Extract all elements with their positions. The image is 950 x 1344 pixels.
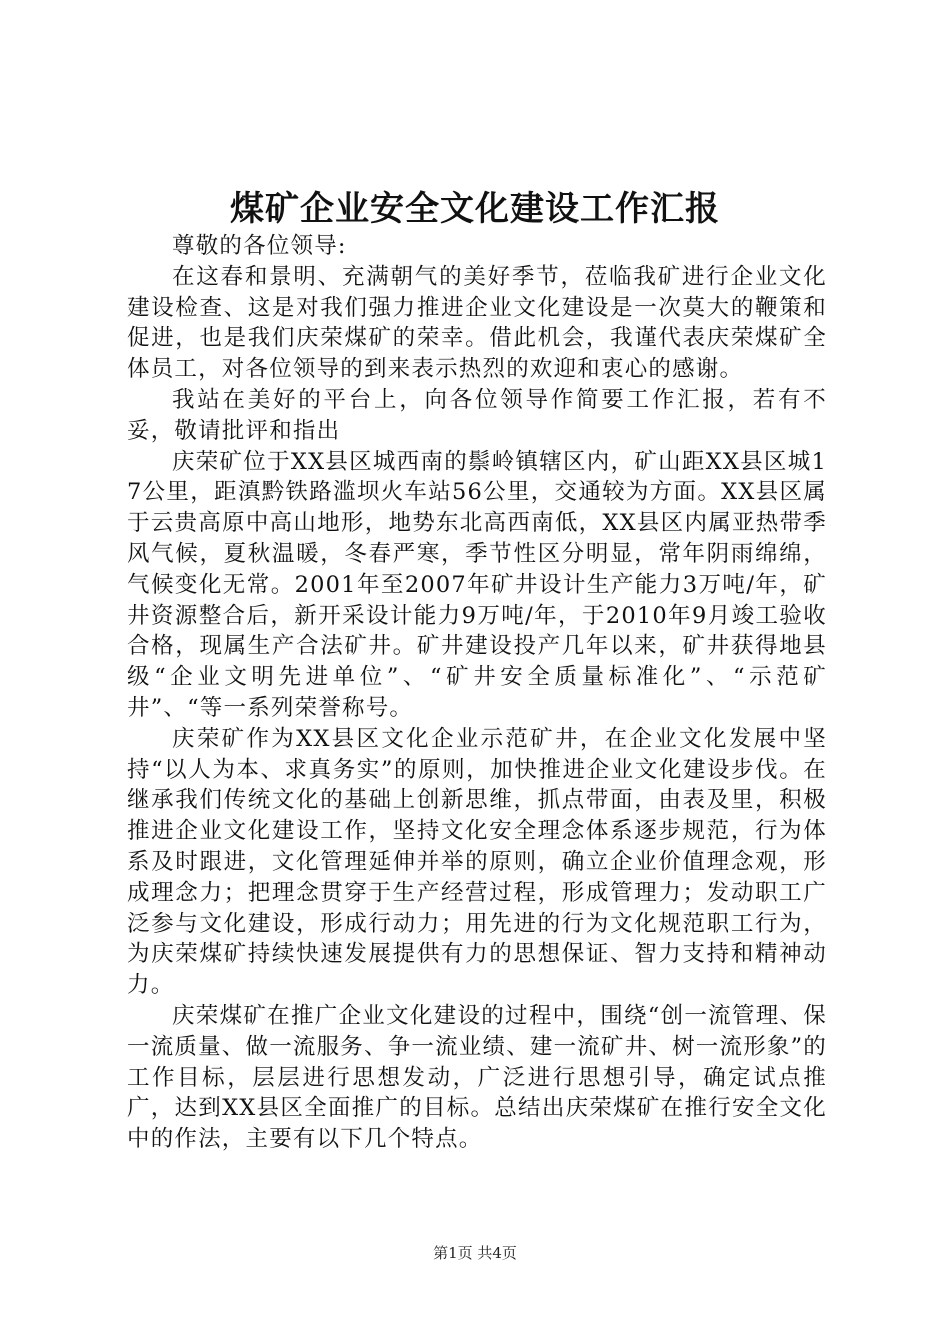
paragraph-2: 我站在美好的平台上，向各位领导作简要工作汇报，若有不妥，敬请批评和指出: [127, 386, 827, 444]
page-footer: 第1页 共4页: [433, 1244, 517, 1262]
document-body: [127, 231, 827, 1155]
paragraph-1: 在这春和景明、充满朝气的美好季节，莅临我矿进行企业文化建设检查、这是对我们强力推进企业文化建设是一次莫大的鞭策和促进，也是我们庆荣煤矿的荣幸。借此机会，我谨代表庆荣煤矿全体员工，对各位领导的到来表示热烈的欢迎和衷心的感谢。: [127, 263, 827, 383]
paragraph-5: 庆荣煤矿在推广企业文化建设的过程中，围绕“创一流管理、保一流质量、做一流服务、争一流业绩、建一流矿井、树一流形象”的工作目标，层层进行思想发动，广泛进行思想引导，确定试点推广，达到XX县区全面推广的目标。总结出庆荣煤矿在推行安全文化中的作法，主要有以下几个特点。: [127, 1002, 828, 1153]
document-title: 煤矿企业安全文化建设工作汇报: [230, 189, 720, 229]
paragraph-3: 庆荣矿位于XX县区城西南的鬃岭镇辖区内，矿山距XX县区城17公里，距滇黔铁路滥坝火车站56公里，交通较为方面。XX县区属于云贵高原中高山地形，地势东北高西南低，XX县区内属亚热带季风气候，夏秋温暖，冬春严寒，季节性区分明显，常年阴雨绵绵，气候变化无常。2001年至2007年矿井设计生产能力3万吨/年，矿井资源整合后，新开采设计能力9万吨/年，于2010年9月竣工验收合格，现属生产合法矿井。矿井建设投产几年以来，矿井获得地县级“企业文明先进单位”、“矿井安全质量标准化”、“示范矿井”、“等一系列荣誉称号。: [127, 448, 827, 721]
paragraph-4: 庆荣矿作为XX县区文化企业示范矿井，在企业文化发展中坚持“以人为本、求真务实”的原则，加快推进企业文化建设步伐。在继承我们传统文化的基础上创新思维，抓点带面，由表及里，积极推进企业文化建设工作，坚持文化安全理念体系逐步规范，行为体系及时跟进，文化管理延伸并举的原则，确立企业价值理念观，形成理念力；把理念贯穿于生产经营过程，形成管理力；发动职工广泛参与文化建设，形成行动力；用先进的行为文化规范职工行为，为庆荣煤矿持续快速发展提供有力的思想保证、智力支持和精神动力。: [127, 725, 827, 999]
salutation: 尊敬的各位领导:: [172, 233, 347, 259]
